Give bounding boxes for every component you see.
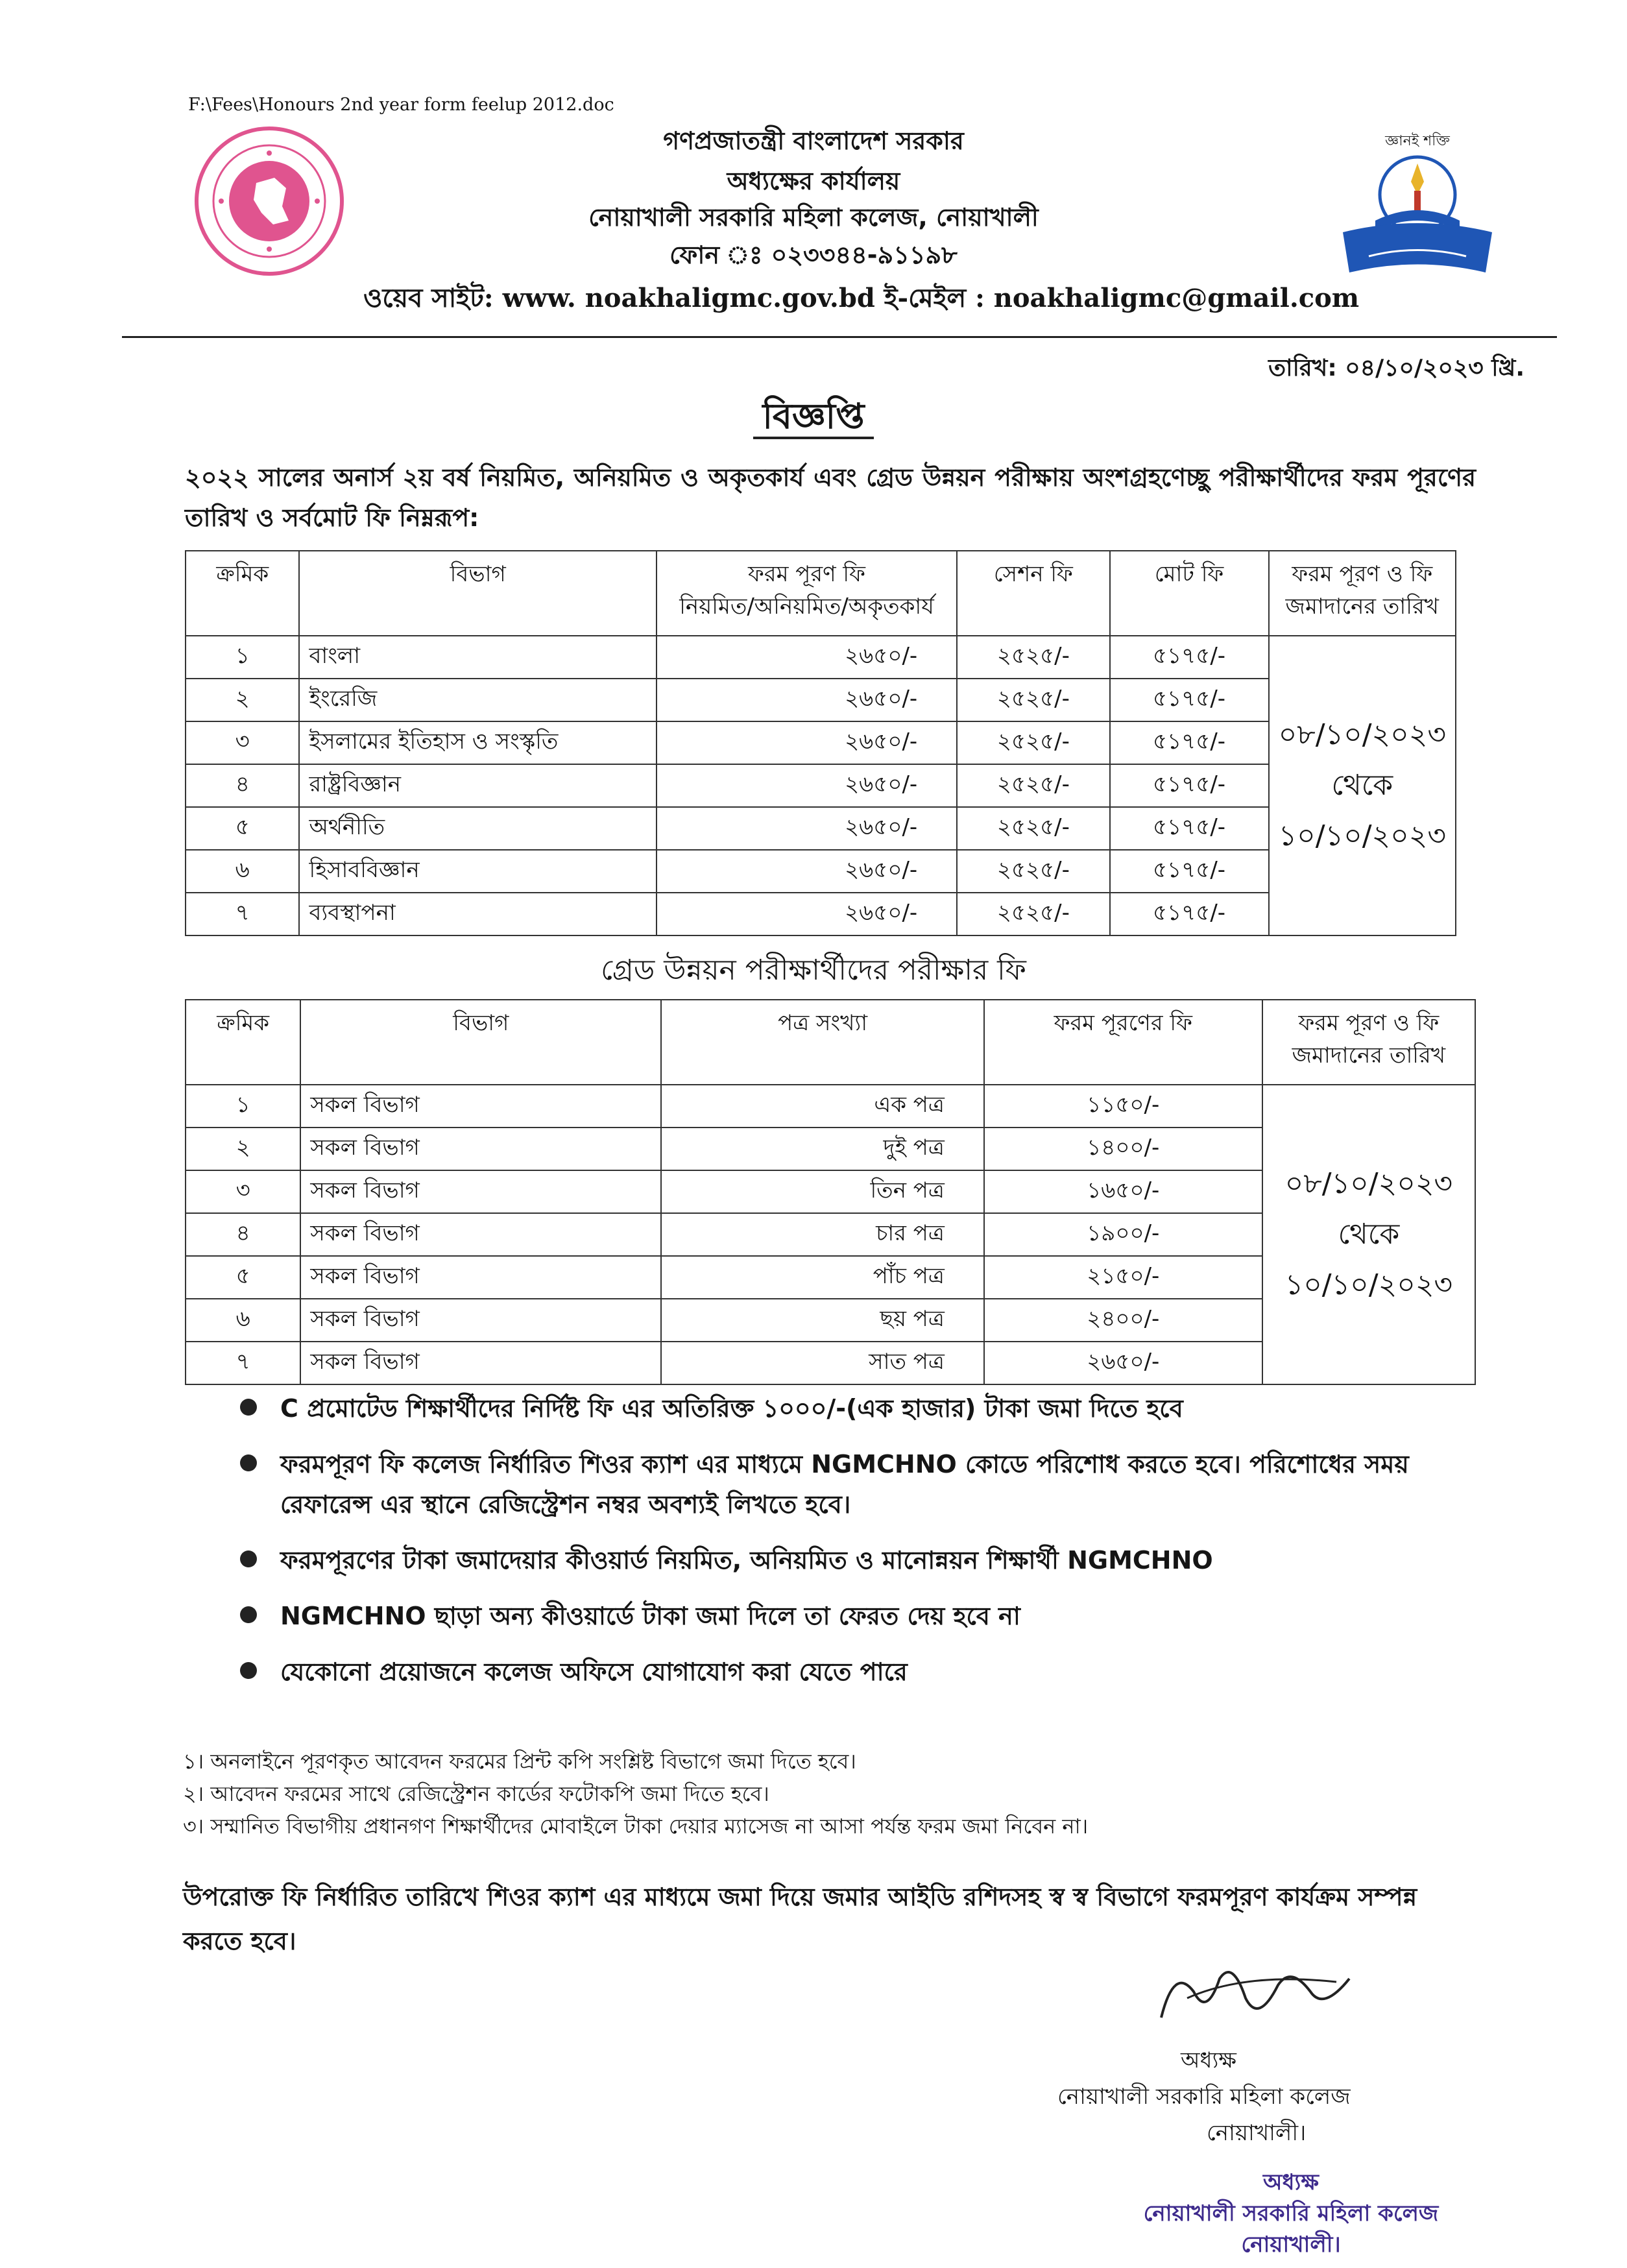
cell-total-fee: ৫১৭৫/-: [1110, 764, 1269, 807]
cell-serial: ১: [186, 636, 299, 679]
list-item: [240, 1388, 1505, 1429]
table-header-row: [186, 551, 1456, 636]
notice-title: [0, 389, 1627, 448]
cell-form-fee: ২৬৫০/-: [657, 764, 957, 807]
list-item: [240, 1652, 1505, 1692]
cell-total-fee: ৫১৭৫/-: [1110, 679, 1269, 721]
col-form-fee: [657, 551, 957, 636]
cell-dept: সকল বিভাগ: [300, 1128, 661, 1170]
cell-papers: ছয় পত্র: [661, 1299, 983, 1342]
cell-form-fee: ২৬৫০/-: [657, 893, 957, 935]
seal-place: নোয়াখালী।: [1241, 2232, 1341, 2258]
bullet-text: C প্রমোটেড শিক্ষার্থীদের নির্দিষ্ট ফি এর অতিরিক্ত ১০০০/-(এক হাজার) টাকা জমা দিতে হবে: [280, 1394, 1183, 1423]
cell-dept: সকল বিভাগ: [300, 1213, 661, 1256]
fee-table-grade-improvement: [185, 999, 1476, 1385]
signature-place: নোয়াখালী।: [1207, 2120, 1307, 2146]
signature-org: নোয়াখালী সরকারি মহিলা কলেজ: [1057, 2084, 1351, 2110]
col-period: ফরম পূরণ ও ফি জমাদানের তারিখ: [1269, 551, 1456, 636]
cell-papers: সাত পত্র: [661, 1342, 983, 1384]
cell-total-fee: ৫১৭৫/-: [1110, 721, 1269, 764]
col-form-fee-sub: নিয়মিত/অনিয়মিত/অকৃতকার্য: [679, 594, 934, 620]
cell-dept: রাষ্ট্রবিজ্ঞান: [299, 764, 656, 807]
seal-title: অধ্যক্ষ: [1263, 2169, 1319, 2195]
table-row: [186, 721, 1456, 764]
cell-form-fee: ২৬৫০/-: [657, 721, 957, 764]
table-row: [186, 679, 1456, 721]
cell-serial: ১: [186, 1085, 300, 1128]
note-item: ২। আবেদন ফরমের সাথে রেজিস্ট্রেশন কার্ডের ফটোকপি জমা দিতে হবে।: [183, 1781, 769, 1806]
bullet-text: ফরমপূরণের টাকা জমাদেয়ার কীওয়ার্ড নিয়মিত, অনিয়মিত ও মানোন্নয়ন শিক্ষার্থী NGMCHNO: [280, 1546, 1213, 1574]
header-college: নোয়াখালী সরকারি মহিলা কলেজ, নোয়াখালী: [588, 203, 1039, 232]
period-mid: থেকে: [1331, 769, 1393, 802]
header-office: অধ্যক্ষের কার্যালয়: [727, 167, 900, 195]
cell-form-fee: ২৪০০/-: [984, 1299, 1262, 1342]
cell-dept: সকল বিভাগ: [300, 1256, 661, 1299]
cell-form-fee: ১৯০০/-: [984, 1213, 1262, 1256]
cell-serial: ৭: [186, 893, 299, 935]
bullet-icon: [240, 1550, 257, 1567]
bullet-text: ফরমপূরণ ফি কলেজ নির্ধারিত শিওর ক্যাশ এর মাধ্যমে NGMCHNO কোডে পরিশোধ করতে হবে। পরিশোধের সময় রেফারেন্স এর স্থানে রেজিস্ট্রেশন নম্বর অবশ্যই লিখতে হবে।: [280, 1450, 1409, 1519]
col-serial: ক্রমিক: [186, 1000, 300, 1085]
cell-serial: ৪: [186, 764, 299, 807]
signature-title: অধ্যক্ষ: [1181, 2047, 1236, 2073]
period-to: ১০/১০/২০২৩: [1278, 819, 1446, 852]
cell-papers: এক পত্র: [661, 1085, 983, 1128]
file-path: F:\Fees\Honours 2nd year form feelup 2012.doc: [188, 95, 614, 115]
cell-period: [1269, 636, 1456, 935]
note-item: ১। অনলাইনে পূরণকৃত আবেদন ফরমের প্রিন্ট কপি সংশ্লিষ্ট বিভাগে জমা দিতে হবে।: [183, 1749, 856, 1774]
cell-serial: ৩: [186, 1170, 300, 1213]
cell-serial: ৩: [186, 721, 299, 764]
list-item: [240, 1444, 1505, 1525]
cell-session-fee: ২৫২৫/-: [957, 764, 1109, 807]
cell-form-fee: ১৪০০/-: [984, 1128, 1262, 1170]
cell-form-fee: ২৬৫০/-: [657, 679, 957, 721]
grade-improvement-title: গ্রেড উন্নয়ন পরীক্ষার্থীদের পরীক্ষার ফি: [601, 954, 1026, 987]
cell-session-fee: ২৫২৫/-: [957, 721, 1109, 764]
list-item: [240, 1596, 1505, 1636]
signature-image: [1148, 1953, 1362, 2037]
cell-dept: সকল বিভাগ: [300, 1299, 661, 1342]
cell-dept: ইংরেজি: [299, 679, 656, 721]
cell-serial: ৭: [186, 1342, 300, 1384]
cell-total-fee: ৫১৭৫/-: [1110, 636, 1269, 679]
cell-session-fee: ২৫২৫/-: [957, 636, 1109, 679]
col-form-fee-label: ফরম পূরণ ফি: [748, 561, 866, 587]
period-mid: থেকে: [1338, 1218, 1400, 1251]
cell-serial: ৫: [186, 807, 299, 850]
list-item: [240, 1540, 1505, 1580]
cell-serial: ৬: [186, 850, 299, 893]
cell-dept: সকল বিভাগ: [300, 1085, 661, 1128]
col-total-fee: মোট ফি: [1110, 551, 1269, 636]
bullet-icon: [240, 1399, 257, 1416]
cell-session-fee: ২৫২৫/-: [957, 850, 1109, 893]
bullet-icon: [240, 1606, 257, 1623]
table-row: [186, 807, 1456, 850]
note-item: ৩। সম্মানিত বিভাগীয় প্রধানগণ শিক্ষার্থীদের মোবাইলে টাকা দেয়ার ম্যাসেজ না আসা পর্যন্ত ফরম জমা নিবেন না।: [183, 1814, 1089, 1839]
cell-dept: অর্থনীতি: [299, 807, 656, 850]
table-header-row: [186, 1000, 1475, 1085]
cell-session-fee: ২৫২৫/-: [957, 893, 1109, 935]
table-row: [186, 850, 1456, 893]
cell-dept: সকল বিভাগ: [300, 1170, 661, 1213]
cell-papers: পাঁচ পত্র: [661, 1256, 983, 1299]
closing-paragraph: উপরোক্ত ফি নির্ধারিত তারিখে শিওর ক্যাশ এর মাধ্যমে জমা দিয়ে জমার আইডি রশিদসহ স্ব স্ব বিভাগে ফরমপূরণ কার্যক্রম সম্পন্ন করতে হবে।: [183, 1883, 1417, 1955]
col-session-fee: সেশন ফি: [957, 551, 1109, 636]
period-to: ১০/১০/২০২৩: [1284, 1268, 1453, 1301]
cell-total-fee: ৫১৭৫/-: [1110, 893, 1269, 935]
bullet-text: যেকোনো প্রয়োজনে কলেজ অফিসে যোগাযোগ করা যেতে পারে: [280, 1658, 908, 1686]
logo-motto: জ্ঞানই শক্তি: [1385, 133, 1450, 149]
header-rule: [122, 336, 1557, 338]
instruction-bullets: [240, 1388, 1505, 1707]
cell-serial: ৪: [186, 1213, 300, 1256]
cell-dept: সকল বিভাগ: [300, 1342, 661, 1384]
seal-org: নোয়াখালী সরকারি মহিলা কলেজ: [1143, 2201, 1439, 2226]
cell-papers: তিন পত্র: [661, 1170, 983, 1213]
cell-form-fee: ২১৫০/-: [984, 1256, 1262, 1299]
cell-papers: দুই পত্র: [661, 1128, 983, 1170]
numbered-notes: [183, 1745, 1480, 1842]
cell-form-fee: ২৬৫০/-: [984, 1342, 1262, 1384]
col-form-fee: ফরম পূরণের ফি: [984, 1000, 1262, 1085]
cell-total-fee: ৫১৭৫/-: [1110, 807, 1269, 850]
cell-form-fee: ২৬৫০/-: [657, 636, 957, 679]
cell-dept: হিসাববিজ্ঞান: [299, 850, 656, 893]
signature-block: [1038, 2044, 1492, 2153]
table-row: [186, 764, 1456, 807]
period-from: ০৮/১০/২০২৩: [1278, 718, 1446, 751]
col-serial: ক্রমিক: [186, 551, 299, 636]
period-from: ০৮/১০/২০২৩: [1284, 1167, 1453, 1200]
principal-seal: [1064, 2167, 1518, 2260]
notice-date: তারিখ: ০৪/১০/২০২৩ খ্রি.: [1268, 355, 1525, 381]
cell-form-fee: ২৬৫০/-: [657, 807, 957, 850]
bullet-icon: [240, 1454, 257, 1471]
table-row: [186, 893, 1456, 935]
cell-serial: ২: [186, 679, 299, 721]
cell-serial: ২: [186, 1128, 300, 1170]
cell-dept: ইসলামের ইতিহাস ও সংস্কৃতি: [299, 721, 656, 764]
table-row: [186, 636, 1456, 679]
col-dept: বিভাগ: [299, 551, 656, 636]
cell-form-fee: ২৬৫০/-: [657, 850, 957, 893]
cell-serial: ৬: [186, 1299, 300, 1342]
header-phone: ফোন ঃ ০২৩৩৪৪-৯১১৯৮: [669, 241, 958, 269]
cell-total-fee: ৫১৭৫/-: [1110, 850, 1269, 893]
fee-table-regular: [185, 550, 1456, 936]
header-web-email: ওয়েব সাইট: www. noakhaligmc.gov.bd ই-মেইল : noakhaligmc@gmail.com: [363, 283, 1360, 313]
bullet-icon: [240, 1662, 257, 1679]
table-row: [186, 1085, 1475, 1128]
bullet-text: NGMCHNO ছাড়া অন্য কীওয়ার্ডে টাকা জমা দিলে তা ফেরত দেয় হবে না: [280, 1602, 1020, 1630]
cell-papers: চার পত্র: [661, 1213, 983, 1256]
cell-form-fee: ১৬৫০/-: [984, 1170, 1262, 1213]
notice-title-text: বিজ্ঞপ্তি: [753, 396, 873, 439]
cell-serial: ৫: [186, 1256, 300, 1299]
cell-dept: বাংলা: [299, 636, 656, 679]
cell-session-fee: ২৫২৫/-: [957, 807, 1109, 850]
cell-dept: ব্যবস্থাপনা: [299, 893, 656, 935]
col-dept: বিভাগ: [300, 1000, 661, 1085]
cell-period: [1262, 1085, 1475, 1384]
intro-paragraph: ২০২২ সালের অনার্স ২য় বর্ষ নিয়মিত, অনিয়মিত ও অকৃতকার্য এবং গ্রেড উন্নয়ন পরীক্ষায় অংশগ্রহণেচ্ছু পরীক্ষার্থীদের ফরম পূরণের তারিখ ও সর্বমোট ফি নিম্নরূপ:: [185, 463, 1476, 532]
cell-form-fee: ১১৫০/-: [984, 1085, 1262, 1128]
cell-session-fee: ২৫২৫/-: [957, 679, 1109, 721]
col-period: ফরম পূরণ ও ফি জমাদানের তারিখ: [1262, 1000, 1475, 1085]
col-papers: পত্র সংখ্যা: [661, 1000, 983, 1085]
header-govt: গণপ্রজাতন্ত্রী বাংলাদেশ সরকার: [663, 127, 964, 155]
